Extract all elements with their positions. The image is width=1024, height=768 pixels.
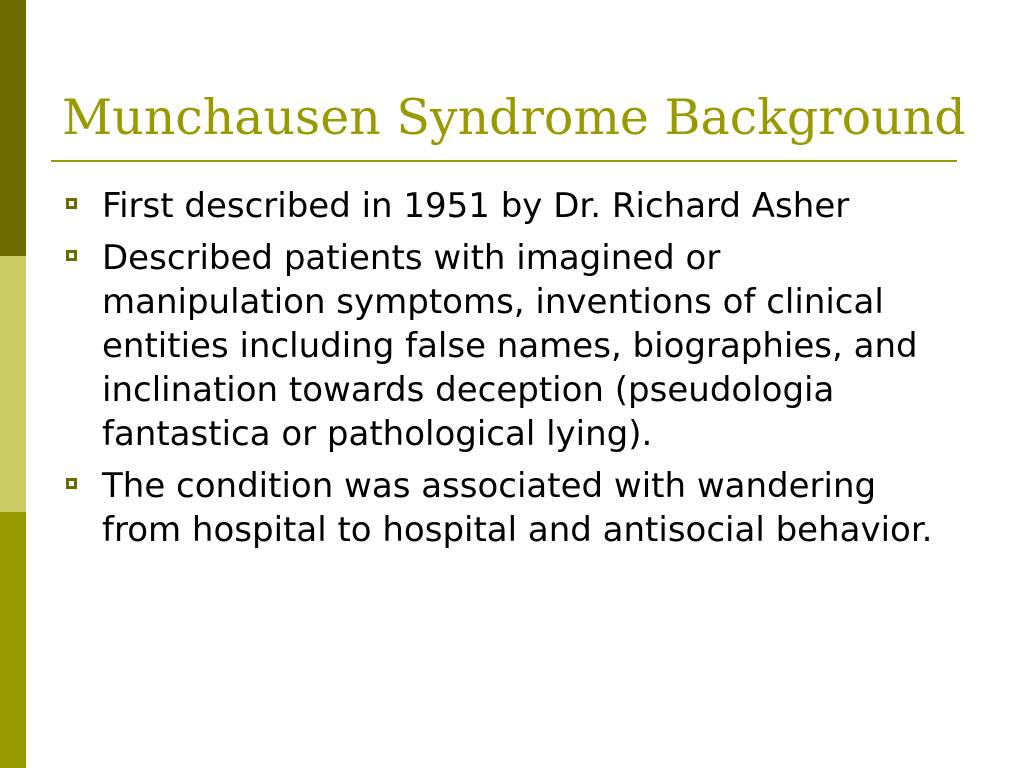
- bullet-text: The condition was associated with wandering from hospital to hospital and antisocial behavior.: [102, 466, 933, 550]
- left-accent-bar-bottom: [0, 512, 26, 768]
- bullet-item: [62, 464, 942, 552]
- bullet-text: First described in 1951 by Dr. Richard Asher: [102, 186, 850, 226]
- bullet-item: [62, 184, 942, 228]
- left-accent-bar-middle: [0, 256, 26, 512]
- bullet-list: [62, 184, 942, 560]
- bullet-item: [62, 236, 942, 456]
- hollow-square-bullet-icon: [66, 198, 77, 209]
- title-underline-rule: [51, 160, 957, 162]
- bullet-text: Described patients with imagined or manipulation symptoms, inventions of clinical entities including false names, biographies, and inclination towards deception (pseudologia fantastica or pathological lying).: [102, 238, 918, 454]
- hollow-square-bullet-icon: [66, 478, 77, 489]
- left-accent-bar-top: [0, 0, 26, 256]
- slide-title: Munchausen Syndrome Background: [62, 89, 966, 146]
- hollow-square-bullet-icon: [66, 250, 77, 261]
